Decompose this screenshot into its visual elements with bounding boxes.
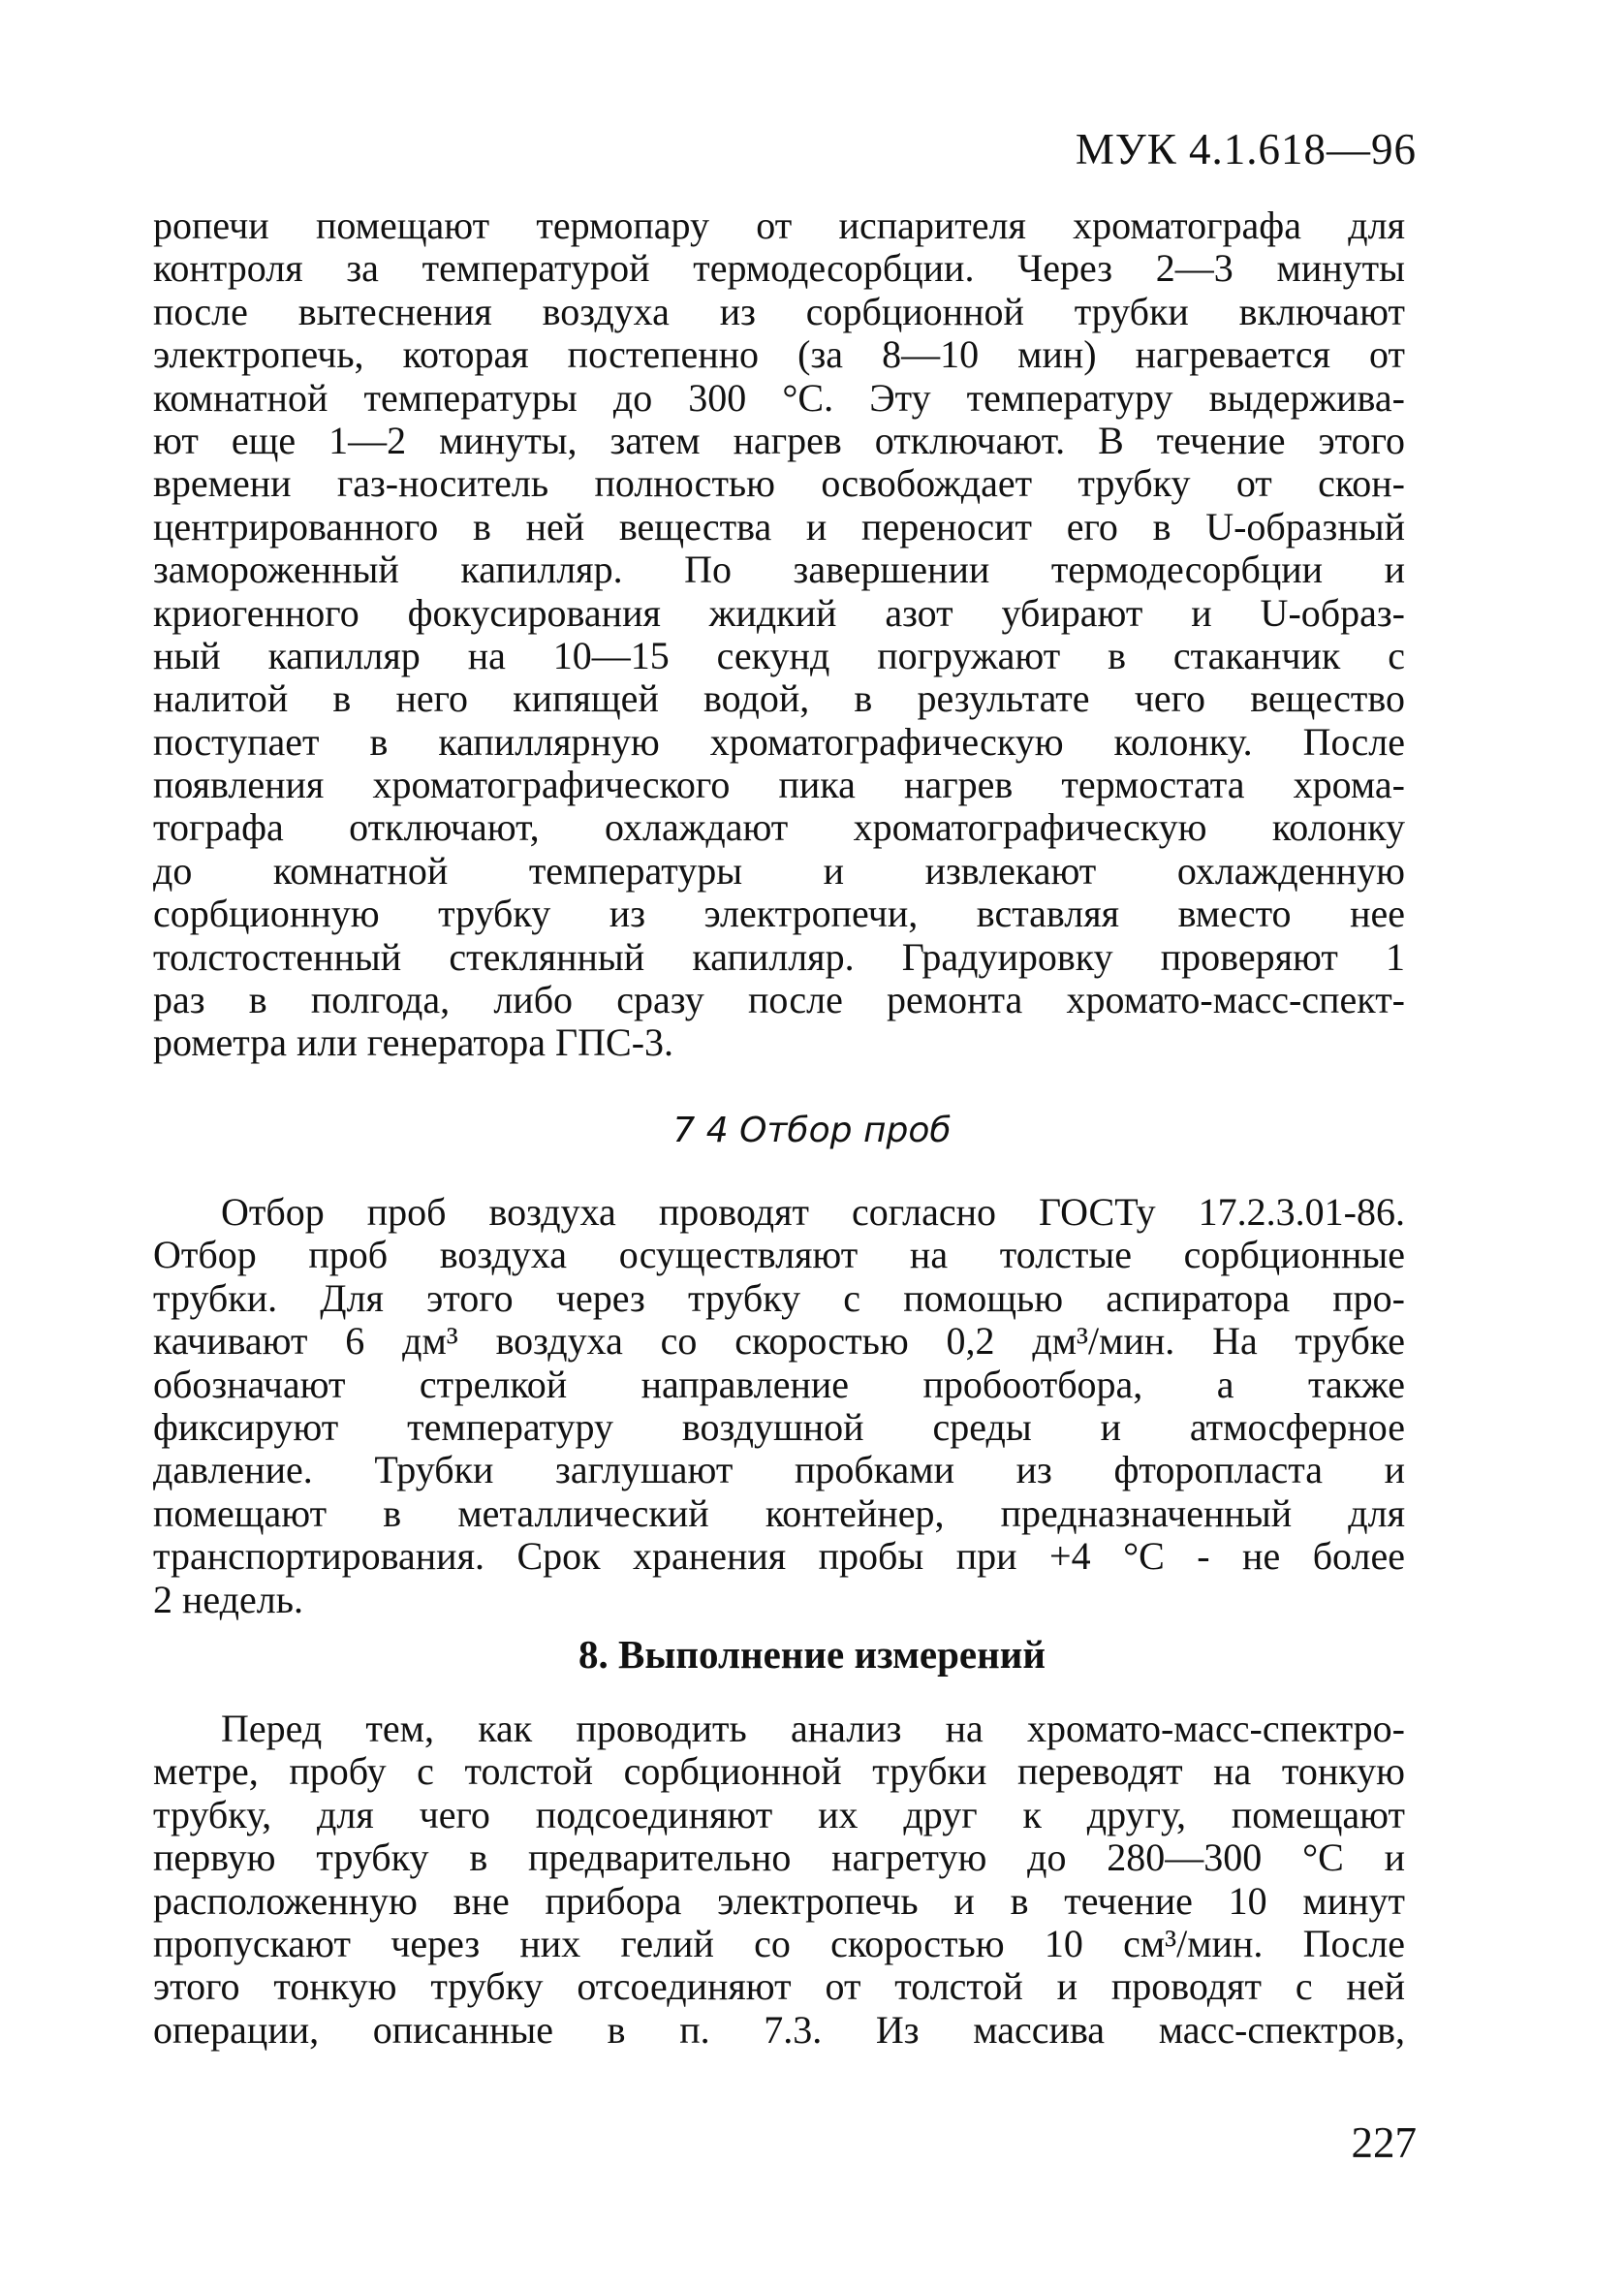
text-line: ют еще 1—2 минуты, затем нагрев отключают. В течение этого — [153, 418, 1405, 462]
text-line: до комнатной температуры и извлекают охлажденную — [153, 848, 1405, 893]
text-line: Отбор проб воздуха проводят согласно ГОСТу 17.2.3.01-86. — [221, 1190, 1405, 1234]
text-line: транспортирования. Срок хранения пробы при +4 °С - не более — [153, 1534, 1405, 1579]
text-line: давление. Трубки заглушают пробками из фторопласта и — [153, 1448, 1405, 1492]
document-code-header: МУК 4.1.618—96 — [1075, 125, 1417, 173]
text-line: раз в полгода, либо сразу после ремонта хромато-масс-спект- — [153, 978, 1405, 1022]
text-line: контроля за температурой термодесорбции. Через 2—3 минуты — [153, 246, 1405, 291]
text-line: криогенного фокусирования жидкий азот убирают и U-образ- — [153, 590, 1405, 635]
text-line: метре, пробу с толстой сорбционной трубки переводят на тонкую — [153, 1749, 1405, 1794]
text-line: Перед тем, как проводить анализ на хромато-масс-спектро- — [221, 1707, 1405, 1750]
paragraph-sampling — [153, 1191, 1405, 1621]
text-line: центрированного в ней вещества и переносит его в U-образный — [153, 504, 1405, 549]
text-line: толстостенный стеклянный капилляр. Градуировку проверяют 1 — [153, 934, 1405, 979]
text-line: ропечи помещают термопару от испарителя хроматографа для — [153, 204, 1405, 247]
text-line: этого тонкую трубку отсоединяют от толстой и проводят с ней — [153, 1964, 1405, 2009]
text-line: ный капилляр на 10—15 секунд погружают в стаканчик с — [153, 633, 1405, 677]
text-line: помещают в металлический контейнер, предназначенный для — [153, 1490, 1405, 1535]
text-line: после вытеснения воздуха из сорбционной трубки включают — [153, 289, 1405, 333]
text-line: фиксируют температуру воздушной среды и атмосферное — [153, 1404, 1405, 1449]
paragraph-thermodesorption — [153, 204, 1405, 1065]
text-line: налитой в него кипящей водой, в результате чего вещество — [153, 676, 1405, 721]
text-line: первую трубку в предварительно нагретую до 280—300 °С и — [153, 1835, 1405, 1880]
text-line: обозначают стрелкой направление пробоотбора, а также — [153, 1362, 1405, 1406]
text-line: трубки. Для этого через трубку с помощью аспиратора про- — [153, 1275, 1405, 1320]
text-line: появления хроматографического пика нагрев термостата хрома- — [153, 763, 1405, 807]
text-line: качивают 6 дм³ воздуха со скоростью 0,2 дм³/мин. На трубке — [153, 1319, 1405, 1364]
text-line: расположенную вне прибора электропечь и в течение 10 минут — [153, 1878, 1405, 1923]
text-line: операции, описанные в п. 7.3. Из массива масс-спектров, — [153, 2007, 1405, 2052]
text-line: пропускают через них гелий со скоростью 10 см³/мин. После — [153, 1921, 1405, 1965]
section-title-sampling: 7 4 Отбор проб — [672, 1111, 952, 1150]
text-line: тографа отключают, охлаждают хроматографическую колонку — [153, 805, 1405, 850]
text-line: замороженный капилляр. По завершении термодесорбции и — [153, 548, 1405, 592]
text-line: электропечь, которая постепенно (за 8—10 мин) нагревается от — [153, 332, 1405, 377]
text-line: рометра или генератора ГПС-3. — [153, 1020, 674, 1065]
page-number: 227 — [1351, 2118, 1417, 2167]
text-line: Отбор проб воздуха осуществляют на толстые сорбционные — [153, 1233, 1405, 1277]
paragraph-measurements — [153, 1708, 1405, 2052]
section-title-measurements: 8. Выполнение измерений — [578, 1632, 1046, 1677]
text-line: трубку, для чего подсоединяют их друг к другу, помещают — [153, 1792, 1405, 1836]
text-line: поступает в капиллярную хроматографическую колонку. После — [153, 719, 1405, 764]
text-line: комнатной температуры до 300 °С. Эту температуру выдержива- — [153, 375, 1405, 420]
text-line: времени газ-носитель полностью освобождает трубку от скон- — [153, 461, 1405, 506]
text-line: сорбционную трубку из электропечи, вставляя вместо нее — [153, 892, 1405, 936]
text-line: 2 недель. — [153, 1577, 303, 1621]
